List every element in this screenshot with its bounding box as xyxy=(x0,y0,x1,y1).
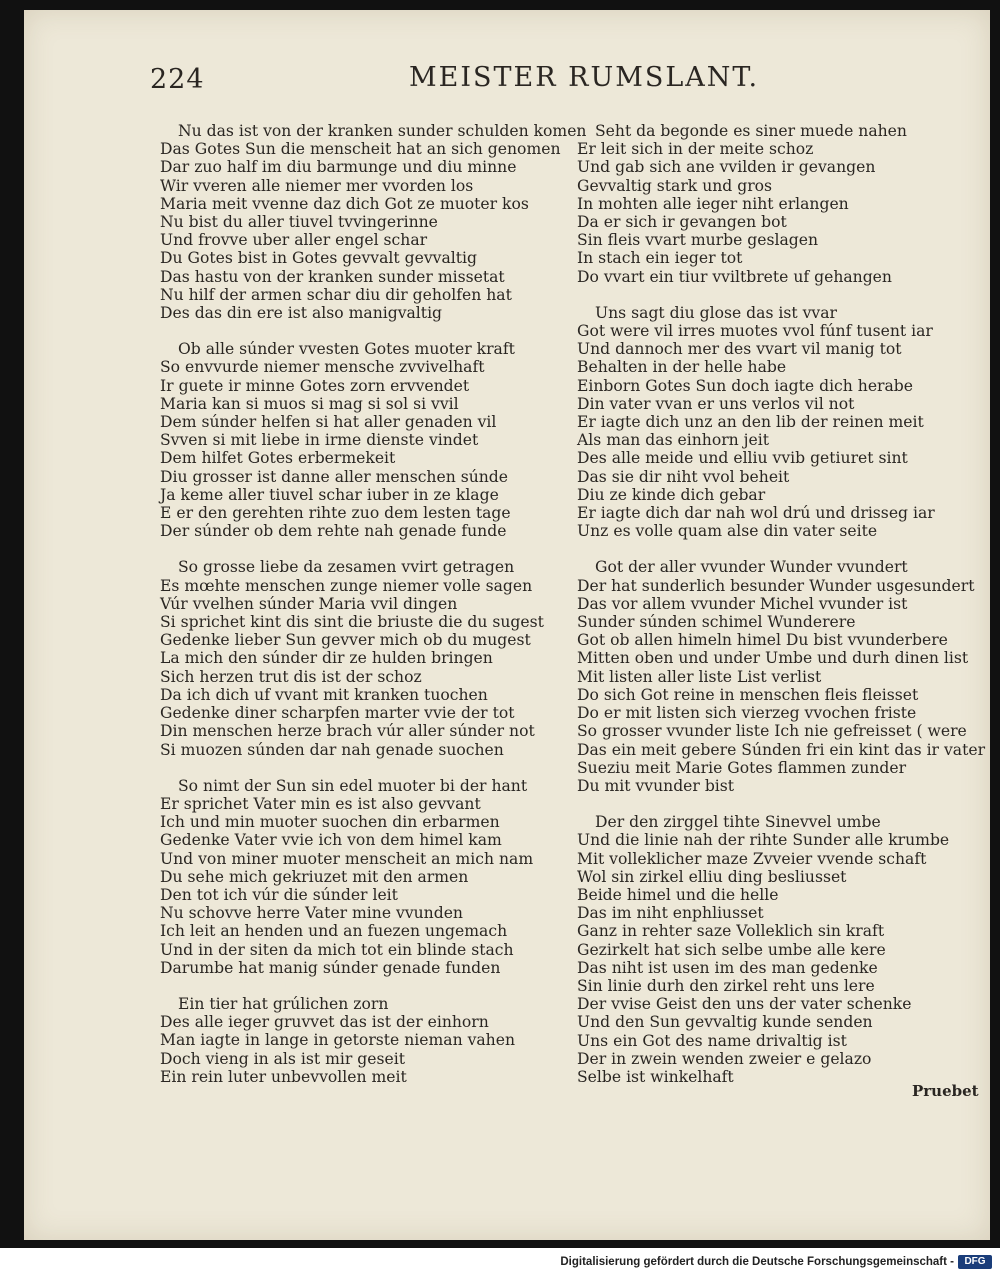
footer-bar xyxy=(0,1248,1000,1278)
verse-line: Mit volleklicher maze Zvveier vvende schaft xyxy=(577,849,927,868)
verse-line: Doch vieng in als ist mir geseit xyxy=(160,1049,405,1068)
verse-line: So grosser vvunder liste Ich nie gefreisset ( were xyxy=(577,722,967,741)
verse-line: Es mœhte menschen zunge niemer volle sagen xyxy=(160,576,533,595)
verse-line: Du Gotes bist in Gotes gevvalt gevvaltig xyxy=(160,249,477,268)
verse-line: Diu grosser ist danne aller menschen súnde xyxy=(160,467,508,486)
verse-line: Got der aller vvunder Wunder vvundert xyxy=(595,558,908,577)
verse-line: Das niht ist usen im des man gedenke xyxy=(577,958,878,977)
verse-line: Sin fleis vvart murbe geslagen xyxy=(577,231,819,250)
verse-line: Des alle meide und elliu vvib getiuret sint xyxy=(577,449,908,468)
verse-line: Do er mit listen sich vierzeg vvochen friste xyxy=(577,704,917,723)
verse-line: Und frovve uber aller engel schar xyxy=(160,231,428,250)
verse-line: Einborn Gotes Sun doch iagte dich herabe xyxy=(577,376,914,395)
verse-line: Si muozen súnden dar nah genade suochen xyxy=(160,740,504,759)
verse-line: Und in der siten da mich tot ein blinde stach xyxy=(160,940,514,959)
verse-line: E er den gerehten rihte zuo dem lesten tage xyxy=(160,504,511,523)
verse-line: Das sie dir niht vvol beheit xyxy=(577,467,790,486)
verse-line: Ein tier hat grúlichen zorn xyxy=(178,994,389,1013)
verse-line: Man iagte in lange in getorste nieman vahen xyxy=(160,1031,515,1050)
verse-line: Gedenke diner scharpfen marter vvie der tot xyxy=(160,704,515,723)
verse-line: Das hastu von der kranken sunder missetat xyxy=(160,267,505,286)
verse-line: Mit listen aller liste List verlist xyxy=(577,667,822,686)
verse-line: Da er sich ir gevangen bot xyxy=(577,213,787,232)
stanza xyxy=(160,122,587,323)
verse-line: Gedenke lieber Sun gevver mich ob du mugest xyxy=(160,631,531,650)
verse-line: Nu das ist von der kranken sunder schulden komen xyxy=(178,122,587,140)
verse-line: Uns sagt diu glose das ist vvar xyxy=(595,303,837,322)
verse-line: Gezirkelt hat sich selbe umbe alle kere xyxy=(577,940,886,959)
stanza xyxy=(160,995,560,1086)
verse-line: Sueziu meit Marie Gotes flammen zunder xyxy=(577,758,907,777)
verse-line: Ir guete ir minne Gotes zorn ervvendet xyxy=(160,376,470,395)
verse-line: Selbe ist winkelhaft xyxy=(577,1067,734,1086)
verse-line: Dem hilfet Gotes erbermekeit xyxy=(160,449,396,468)
verse-line: Das ein meit gebere Súnden fri ein kint das ir vater xyxy=(577,740,986,759)
stanza xyxy=(160,340,560,540)
verse-line: Des alle ieger gruvvet das ist der einhorn xyxy=(160,1013,489,1032)
verse-line: Nu schovve herre Vater mine vvunden xyxy=(160,904,463,923)
digitization-credit: Digitalisierung gefördert durch die Deutsche Forschungsgemeinschaft - xyxy=(560,1256,954,1268)
verse-line: Wir vveren alle niemer mer vvorden los xyxy=(160,176,474,195)
verse-line: Ob alle súnder vvesten Gotes muoter kraft xyxy=(178,340,515,359)
verse-line: Got ob allen himeln himel Du bist vvunderbere xyxy=(577,631,948,650)
verse-line: Nu hilf der armen schar diu dir geholfen hat xyxy=(160,285,512,304)
stanza xyxy=(577,122,987,286)
verse-line: Unz es volle quam alse din vater seite xyxy=(577,522,878,541)
verse-line: Dem súnder helfen si hat aller genaden vil xyxy=(160,413,497,432)
verse-line: Und gab sich ane vvilden ir gevangen xyxy=(577,158,876,177)
verse-line: Got were vil irres muotes vvol fúnf tusent iar xyxy=(577,322,933,341)
verse-line: Vúr vvelhen súnder Maria vvil dingen xyxy=(160,594,458,613)
verse-line: Und die linie nah der rihte Sunder alle krumbe xyxy=(577,831,950,850)
verse-line: Sin linie durh den zirkel reht uns lere xyxy=(577,976,875,995)
verse-line: Ja keme aller tiuvel schar iuber in ze klage xyxy=(160,485,499,504)
verse-line: Maria kan si muos si mag si sol si vvil xyxy=(160,394,459,413)
verse-line: Er iagte dich dar nah wol drú und drisseg iar xyxy=(577,504,935,523)
verse-line: Behalten in der helle habe xyxy=(577,358,787,377)
book-page xyxy=(24,10,990,1240)
verse-line: Maria meit vvenne daz dich Got ze muoter kos xyxy=(160,194,529,213)
verse-line: Ich leit an henden und an fuezen ungemach xyxy=(160,922,508,941)
left-text-column xyxy=(160,122,587,1104)
verse-line: Beide himel und die helle xyxy=(577,885,779,904)
verse-line: Ein rein luter unbevvollen meit xyxy=(160,1067,407,1086)
verse-line: Der hat sunderlich besunder Wunder usgesundert xyxy=(577,576,975,595)
running-title: MEISTER RUMSLANT. xyxy=(409,62,760,93)
verse-line: Din vater vvan er uns verlos vil not xyxy=(577,394,855,413)
verse-line: Sunder súnden schimel Wunderere xyxy=(577,613,856,632)
verse-line: Do vvart ein tiur vviltbrete uf gehangen xyxy=(577,267,892,286)
verse-line: La mich den súnder dir ze hulden bringen xyxy=(160,649,493,668)
verse-line: Mitten oben und under Umbe und durh dinen list xyxy=(577,649,969,668)
verse-line: Als man das einhorn jeit xyxy=(577,431,769,450)
verse-line: Gedenke Vater vvie ich von dem himel kam xyxy=(160,831,502,850)
verse-line: Er iagte dich unz an den lib der reinen meit xyxy=(577,413,924,432)
catchword: Pruebet xyxy=(912,1082,979,1100)
verse-line: Und den Sun gevvaltig kunde senden xyxy=(577,1013,873,1032)
verse-line: Diu ze kinde dich gebar xyxy=(577,485,766,504)
verse-line: Er leit sich in der meite schoz xyxy=(577,140,814,159)
stanza xyxy=(577,304,987,541)
verse-line: Da ich dich uf vvant mit kranken tuochen xyxy=(160,685,488,704)
verse-line: Er sprichet Vater min es ist also gevvant xyxy=(160,794,481,813)
verse-line: Svven si mit liebe in irme dienste vindet xyxy=(160,431,479,450)
verse-line: So nimt der Sun sin edel muoter bi der hant xyxy=(178,776,528,795)
verse-line: Gevvaltig stark und gros xyxy=(577,176,773,195)
stanza xyxy=(160,777,560,977)
dfg-logo: DFG xyxy=(958,1255,992,1269)
verse-line: Und dannoch mer des vvart vil manig tot xyxy=(577,340,902,359)
stanza xyxy=(577,558,987,795)
verse-line: In stach ein ieger tot xyxy=(577,249,743,268)
verse-line: Das vor allem vvunder Michel vvunder ist xyxy=(577,594,908,613)
verse-line: Und von miner muoter menscheit an mich nam xyxy=(160,849,534,868)
verse-line: Do sich Got reine in menschen fleis fleisset xyxy=(577,685,919,704)
verse-line: Das Gotes Sun die menscheit hat an sich genomen xyxy=(160,140,561,159)
verse-line: Der vvise Geist den uns der vater schenke xyxy=(577,995,912,1014)
verse-line: So envvurde niemer mensche zvvivelhaft xyxy=(160,358,485,377)
verse-line: Si sprichet kint dis sint die briuste die du sugest xyxy=(160,613,544,632)
page-number: 224 xyxy=(150,64,205,95)
verse-line: Das im niht enphliusset xyxy=(577,904,764,923)
verse-line: Ganz in rehter saze Volleklich sin kraft xyxy=(577,922,885,941)
page-header xyxy=(24,60,990,100)
verse-line: Du mit vvunder bist xyxy=(577,776,735,795)
verse-line: In mohten alle ieger niht erlangen xyxy=(577,194,849,213)
verse-line: Sich herzen trut dis ist der schoz xyxy=(160,667,422,686)
verse-line: Uns ein Got des name drivaltig ist xyxy=(577,1031,847,1050)
stanza xyxy=(160,558,560,758)
verse-line: Din menschen herze brach vúr aller súnder not xyxy=(160,722,535,741)
stanza xyxy=(577,813,987,1086)
verse-line: Dar zuo half im diu barmunge und diu minne xyxy=(160,158,517,177)
verse-line: Des das din ere ist also manigvaltig xyxy=(160,304,443,323)
verse-line: Der súnder ob dem rehte nah genade funde xyxy=(160,522,507,541)
verse-line: So grosse liebe da zesamen vvirt getragen xyxy=(178,558,515,577)
verse-line: Ich und min muoter suochen din erbarmen xyxy=(160,813,500,832)
verse-line: Du sehe mich gekriuzet mit den armen xyxy=(160,867,469,886)
verse-line: Wol sin zirkel elliu ding besliusset xyxy=(577,867,847,886)
verse-line: Darumbe hat manig súnder genade funden xyxy=(160,958,501,977)
verse-line: Den tot ich vúr die súnder leit xyxy=(160,885,398,904)
right-text-column xyxy=(577,122,987,1104)
verse-line: Nu bist du aller tiuvel tvvingerinne xyxy=(160,213,438,232)
verse-line: Der in zwein wenden zweier e gelazo xyxy=(577,1049,872,1068)
verse-line: Seht da begonde es siner muede nahen xyxy=(595,122,907,140)
verse-line: Der den zirggel tihte Sinevvel umbe xyxy=(595,813,881,832)
